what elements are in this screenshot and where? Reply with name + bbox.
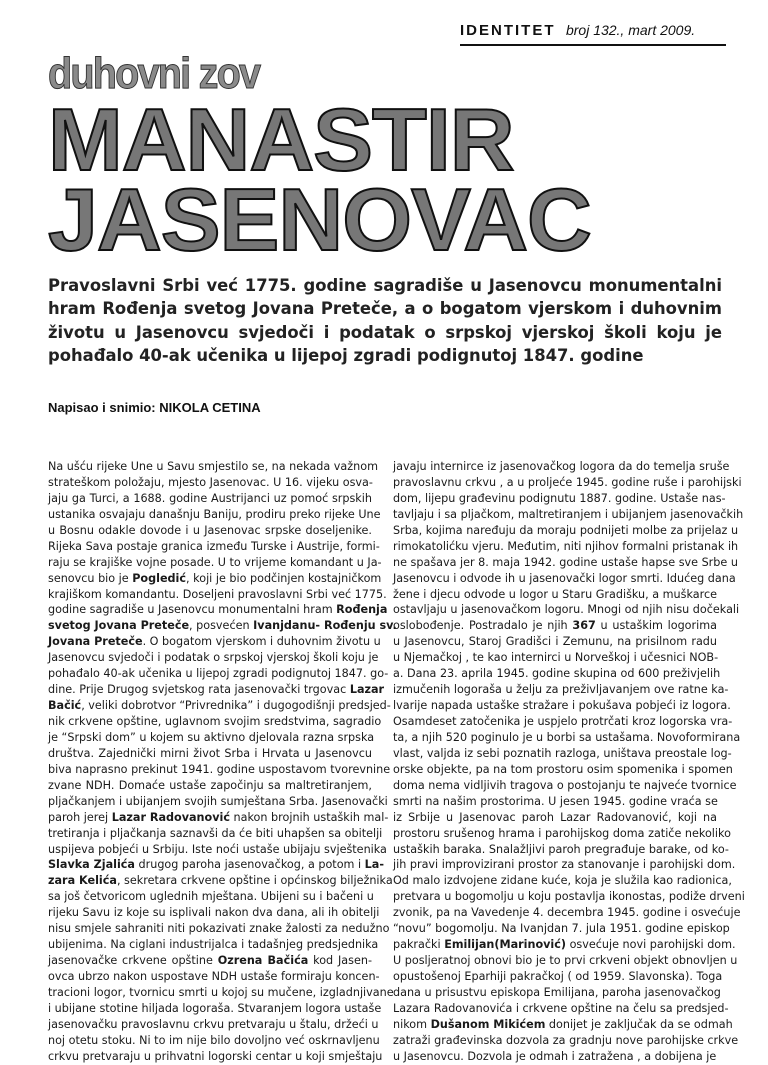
byline: [48, 400, 261, 415]
lead-paragraph: Pravoslavni Srbi već 1775. godine sagradiše u Jasenovcu monumentalni hram Rođenja svetog Jovana Preteče, a o bogatom vjerskom i duhovnim životu u Jasenovcu svjedoči i podatak o srpskoj vjerskoj školi koju je pohađalo 40-ak učenika u lijepoj zgradi podignutoj 1847. godine: [48, 276, 722, 365]
article-line: opustošenoj Eparhiji pakračkoj ( od 1959. Slavonska). Toga: [393, 970, 723, 983]
article-line: Osamdeset zatočenika je uspjelo protrčati kroz logorska vra-: [393, 715, 733, 728]
article-line: rimokatolićku vjeru. Međutim, niti njihov formalni pristanak ih: [393, 539, 739, 553]
issue-info: broj 132., mart 2009.: [565, 22, 696, 38]
article-line: Jovana Preteče. O bogatom vjerskom i duhovnim životu u: [48, 635, 381, 649]
article-line: prostoru srušenog hrama i parohijskog doma zatiče nekoliko: [393, 826, 731, 840]
article-line: strateškom položaju, mjesto Jasenovac. U 16. vijeku osva-: [48, 475, 373, 489]
article-line: u Jasenovcu, Staroj Gradišci i Zemunu, na prisilnom radu: [393, 635, 717, 649]
article-line: oslobođenje. Postradalo je njih 367 u ustaškim logorima: [393, 619, 717, 633]
byline-author: NIKOLA CETINA: [159, 400, 261, 415]
section-label: duhovni zov: [48, 49, 260, 98]
byline-label: Napisao i snimio:: [48, 400, 156, 415]
article-line: pakrački Emilijan(Marinović) osvećuje novi parohijski dom.: [393, 938, 736, 952]
article-line: ustanika osvajaju današnju Baniju, prodiru preko rijeke Une: [48, 507, 381, 521]
article-line: zvane NDH. Domaće ustaše započinju sa maltretiranjem,: [48, 778, 372, 792]
article-line: lvarije napada ustaške stražare i pokušava pobjeći iz logora.: [393, 699, 731, 713]
article-line: raju se krajiške vojne posade. U to vrijeme komandant u Ja-: [48, 555, 382, 569]
article-line: sa još četvoricom uglednih mještana. Ubijeni su i bačeni u: [48, 890, 374, 904]
article-line: jaju ga Turci, a 1688. godine Austrijanci uz pomoć srpskih: [48, 491, 372, 505]
article-line: dine. Prije Drugog svjetskog rata jasenovački trgovac Lazar: [48, 683, 385, 697]
article-line: orske objekte, pa na tom prostoru osim spomenika i spomen: [393, 762, 733, 776]
article-line: zvonik, pa na Vavedenje 4. decembra 1945. godine i osvećuje: [393, 906, 741, 920]
article-line: Rijeka Sava postaje granica između Turske i Austrije, formi-: [48, 539, 380, 553]
article-line: a. Dana 23. aprila 1945. godine skupina od 600 preživjelih: [393, 667, 721, 681]
article-line: tavljaju i sa pljačkom, maltretiranjem i ubijanjem jasenovačkih: [393, 507, 744, 521]
article-line: iz Srbije u Jasenovac paroh Lazar Radovanović, koji na: [393, 810, 717, 824]
article-line: paroh jerej Lazar Radovanović nakon brojnih ustaških mal-: [48, 810, 389, 824]
article-line: jasenovačke crkvene opštine Ozrena Bačića kod Jasen-: [48, 954, 372, 968]
article-line: nisu smjele sahraniti niti pokazivati znake žalosti za nedužno: [48, 922, 390, 936]
article-line: godine sagradiše u Jasenovcu monumentalni hram Rođenja: [48, 603, 388, 617]
article-line: uspijeva pobjeći u Srbiju. Iste noći ustaše ubijaju svještenika: [48, 842, 387, 856]
article-line: rijeku Savu iz koje su isplivali nakon dva dana, ali ih obitelji: [48, 906, 380, 920]
article-line: Jasenovcu svjedoči i podatak o srpskoj vjerskoj školi koju je: [48, 651, 379, 665]
article-line: u Jasenovcu. Dozvola je odmah i zatražena , a dobijena je: [393, 1049, 717, 1063]
article-line: ostavljaju u jasenovačkom logoru. Mnogi od njih nisu dočekali: [393, 603, 740, 617]
article-line: “novu” bogomolju. Na Ivanjdan 7. jula 1951. godine episkop: [393, 922, 730, 936]
article-line: Slavka Zjalića drugog paroha jasenovačkog, a potom i La-: [48, 858, 384, 872]
article-line: Bačić, veliki dobrotvor “Privrednika” i dugogodišnji predsjed-: [48, 699, 391, 713]
article-line: ubijenima. Na ciglani industrijalca i tadašnjeg predsjednika: [48, 938, 379, 952]
article-line: Lazara Radovanovića i crkvene opštine na čelu sa predsjed-: [393, 1001, 729, 1015]
article-line: pravoslavnu crkvu , a u proljeće 1945. godine ruše i parohijski: [393, 475, 742, 489]
article-line: tretiranja i pljačkanja saznavši da će biti uhapšen sa obitelji: [48, 826, 383, 840]
masthead: [460, 22, 726, 46]
article-line: senovcu bio je Pogledić, koji je bio podčinjen kostajničkom: [48, 571, 382, 585]
article-line: U posljeratnoj obnovi bio je to prvi crkveni objekt obnovljen u: [393, 954, 738, 968]
article-line: dana u prisustvu episkopa Emilijana, paroha jasenovačkog: [393, 985, 721, 999]
article-line: žene i djecu odvode u logor u Staru Gradišku, a muškarce: [393, 587, 717, 601]
article-line: Od malo izdvojene zidane kuće, koja je služila kao radionica,: [393, 874, 732, 888]
article-line: jih pravi improvizirani prostor za stanovanje i parohijski dom.: [393, 858, 736, 872]
article-line: pljačkanjem i ubijanjem svojih sumještana Srba. Jasenovački: [48, 794, 388, 808]
article-line: pretvara u bogomolju u koju postavlja ikonostas, podiže drveni: [393, 890, 745, 904]
article-line: javaju internirce iz jasenovačkog logora da do temelja sruše: [393, 460, 730, 473]
article-line: vlast, valjda iz sebi poznatih razloga, uništava preostale log-: [393, 746, 732, 760]
article-line: zatraži građevinska dozvola za gradnju nove parohijske crkve: [393, 1033, 739, 1047]
article-line: je “Srpski dom” u kojem su aktivno djelovala razna srpska: [48, 730, 375, 744]
article-line: noj otetu stoku. Ni to im nije bilo dovoljno već oskrnavljenu: [48, 1033, 380, 1047]
article-line: svetog Jovana Preteče, posvećen Ivanjdanu- Rođenju sv.: [48, 619, 397, 633]
article-line: dom, lijepu građevinu podignutu 1887. godine. Ustaše nas-: [393, 491, 726, 505]
article-line: tracioni logor, tvornicu smrti u kojoj su mučene, izgladnjivane: [48, 985, 394, 999]
article-line: biva naprasno prekinut 1941. godine uspostavom tvorevnine: [48, 762, 391, 776]
article-line: Srba, kojima naređuju da moraju podnijeti molbe za prijelaz u: [393, 523, 739, 537]
article-line: krajiškom komandantu. Doseljeni pravoslavni Srbi već 1775.: [48, 587, 387, 601]
article-line: Jasenovcu i odvode ih u jasenovački logor smrti. Idućeg dana: [393, 571, 736, 585]
article-line: zara Kelića, sekretara crkvene opštine i općinskog bilježnika: [48, 874, 393, 888]
article-line: i ubijane stotine hiljada logoraša. Stvaranjem logora ustaše: [48, 1001, 382, 1015]
title-line-1: MANASTIR: [48, 90, 514, 189]
title-line-2: JASENOVAC: [48, 170, 591, 269]
article-line: smrti na našim prostorima. U jesen 1945. godine vraća se: [393, 794, 718, 808]
article-line: u Njemačkoj , te kao internirci u Norveškoj i učesnici NOB-: [393, 651, 719, 665]
article-line: ovca ubrzo nakon uspostave NDH ustaše formiraju koncen-: [48, 970, 380, 983]
article-column-1: [48, 459, 397, 1065]
article-line: doma nema vidljivih tragova o postojanju te najveće tvornice: [393, 778, 737, 792]
magazine-name: IDENTITET: [460, 22, 556, 39]
article-line: ne spašava jer 8. maja 1942. godine ustaše hapse sve Srbe u: [393, 555, 738, 569]
article-line: društva. Zajednički mirni život Srba i Hrvata u Jasenovcu: [48, 746, 372, 760]
article-line: Na ušću rijeke Une u Savu smjestilo se, na nekada važnom: [48, 460, 378, 473]
article-line: ustaških baraka. Snalažljivi paroh pregrađuje barake, od ko-: [393, 842, 729, 856]
article-line: jasenovačku pravoslavnu crkvu pretvaraju u štalu, držeći u: [48, 1017, 379, 1031]
article-line: nikom Dušanom Mikićem donijet je zaključak da se odmah: [393, 1017, 733, 1031]
article-line: ta, a njih 520 poginulo je u borbi sa ustašama. Novoformirana: [393, 730, 741, 744]
article-column-2: [393, 459, 745, 1065]
article-line: u Bosnu odakle dovode i u Jasenovac srpske doseljenike.: [48, 523, 372, 537]
article-line: crkvu pretvaraju u prihvatni logorski centar u koji smještaju: [48, 1049, 383, 1063]
article-line: nik crkvene opštine, uglavnom svojim sredstvima, sagradio: [48, 715, 382, 728]
article-line: pohađalo 40-ak učenika u lijepoj zgradi podignutoj 1847. go-: [48, 667, 389, 681]
article-line: izmučenih logoraša u želju za preživljavanjem ove ratne ka-: [393, 683, 729, 697]
